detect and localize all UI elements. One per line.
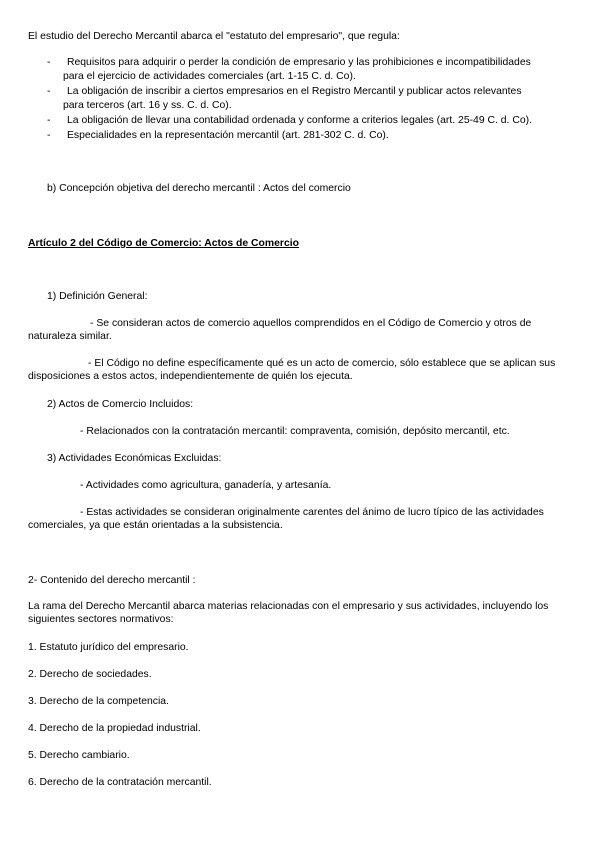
list-item: 5. Derecho cambiario. bbox=[28, 750, 130, 761]
def-general-p2: - El Código no define específicamente qué es un acto de comercio, sólo establece que se aplican sus disposiciones a estos actos, independientemente de quién los ejecuta. bbox=[28, 358, 556, 382]
def-general-title: 1) Definición General: bbox=[47, 291, 148, 302]
bullet-dash: - bbox=[47, 86, 51, 97]
section-b-heading: b) Concepción objetiva del derecho mercantil : Actos del comercio bbox=[47, 183, 351, 194]
excluidas-p2: - Estas actividades se consideran originalmente carentes del ánimo de lucro típico de las actividades comerciales, ya que están orientadas a la subsistencia. bbox=[28, 507, 544, 531]
bullet-dash: - bbox=[47, 130, 51, 141]
bullet-3-line-1: La obligación de llevar una contabilidad ordenada y conforme a criterios legales (art. 25-49 C. d. Co). bbox=[67, 115, 532, 126]
def-general-p1: - Se consideran actos de comercio aquellos comprendidos en el Código de Comercio y otros de naturaleza similar. bbox=[28, 318, 532, 342]
list-item: 4. Derecho de la propiedad industrial. bbox=[28, 723, 201, 734]
list-item: 1. Estatuto jurídico del empresario. bbox=[28, 642, 189, 653]
excluidas-title: 3) Actividades Económicas Excluidas: bbox=[47, 453, 222, 464]
bullet-dash: - bbox=[47, 115, 51, 126]
list-item: 2. Derecho de sociedades. bbox=[28, 669, 152, 680]
bullet-1-line-2: para el ejercicio de actividades comerciales (art. 1-15 C. d. Co). bbox=[63, 71, 356, 82]
bullet-1-line-1: Requisitos para adquirir o perder la condición de empresario y las prohibiciones e incompatibilidades bbox=[67, 57, 531, 68]
intro-paragraph: El estudio del Derecho Mercantil abarca el "estatuto del empresario", que regula: bbox=[28, 31, 400, 42]
list-item: 3. Derecho de la competencia. bbox=[28, 696, 169, 707]
contenido-intro: La rama del Derecho Mercantil abarca materias relacionadas con el empresario y sus actividades, incluyendo los siguientes sectores normativos: bbox=[28, 601, 549, 625]
contenido-title: 2- Contenido del derecho mercantil : bbox=[28, 575, 196, 586]
excluidas-p1: - Actividades como agricultura, ganadería, y artesanía. bbox=[80, 480, 332, 491]
incluidos-title: 2) Actos de Comercio Incluidos: bbox=[47, 399, 194, 410]
list-item: 6. Derecho de la contratación mercantil. bbox=[28, 777, 212, 788]
bullet-2-line-1: La obligación de inscribir a ciertos empresarios en el Registro Mercantil y publicar actos relevantes bbox=[67, 86, 522, 97]
bullet-dash: - bbox=[47, 57, 51, 68]
bullet-2-line-2: para terceros (art. 16 y ss. C. d. Co). bbox=[63, 100, 232, 111]
article-heading: Artículo 2 del Código de Comercio: Actos de Comercio bbox=[28, 238, 299, 249]
bullet-4-line-1: Especialidades en la representación mercantil (art. 281-302 C. d. Co). bbox=[67, 130, 389, 141]
incluidos-p1: - Relacionados con la contratación mercantil: compraventa, comisión, depósito mercantil, etc. bbox=[80, 426, 510, 437]
